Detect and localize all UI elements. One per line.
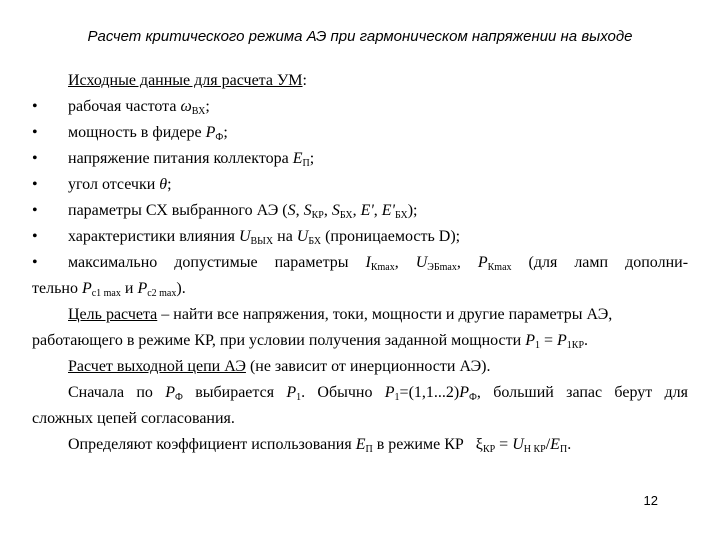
bullet-icon: • [32,254,38,271]
slide-title: Расчет критического режима АЭ при гармоническом напряжении на выходе [87,28,633,45]
slide-content [32,68,688,458]
list-item: • рабочая частота $\omega_{ВХ}$; [32,94,688,120]
list-item: • максимально допустимые параметры $I_{Кmax}$, $U_{ЭБmax}$, $P_{Кmax}$ (для ламп дополни- [32,250,688,276]
output-calc-paragraph: Расчет выходной цепи АЭ (не зависит от инерционности АЭ). [68,358,491,375]
bullet-icon: • [32,98,38,115]
list-item-continuation: тельно $P_{с1 max}$ и $P_{с2 max}$). [32,280,186,299]
page-number: 12 [643,493,658,508]
goal-paragraph: Цель расчета – найти все напряжения, токи, мощности и другие параметры АЭ, [68,306,613,323]
list-item: • параметры СХ выбранного АЭ (S, $S_{КР}$, $S_{БХ}$, E', $E'_{БХ}$); [32,198,688,224]
selection-paragraph-continuation: сложных цепей согласования. [32,410,235,427]
list-item: • напряжение питания коллектора $E_П$; [32,146,688,172]
list-item: • мощность в фидере $P_Ф$; [32,120,688,146]
coefficient-paragraph: Определяют коэффициент использования $E_П$ в режиме КР $\xi_{КР} = U_{Н КР}/E_П$. [68,436,572,455]
source-data-heading: Исходные данные для расчета УМ: [68,72,307,89]
bullet-icon: • [32,176,38,193]
bullet-icon: • [32,202,38,219]
selection-paragraph: Сначала по $P_Ф$ выбирается $P_1$. Обычно $P_1=(1,1...2)P_Ф$, больший запас берут для [68,384,689,403]
list-item: • характеристики влияния $U_{ВЫХ}$ на $U_{БХ}$ (проницаемость D); [32,224,688,250]
goal-label: Цель расчета [68,306,158,323]
output-calc-label: Расчет выходной цепи АЭ [68,358,246,375]
list-item: • угол отсечки θ; [32,172,688,198]
goal-paragraph-continuation: работающего в режиме КР, при условии получения заданной мощности $P_1 = P_{1КР}$. [32,332,589,351]
bullet-icon: • [32,150,38,167]
heading-text: Исходные данные для расчета УМ [68,72,303,89]
bullet-icon: • [32,124,38,141]
bullet-icon: • [32,228,38,245]
